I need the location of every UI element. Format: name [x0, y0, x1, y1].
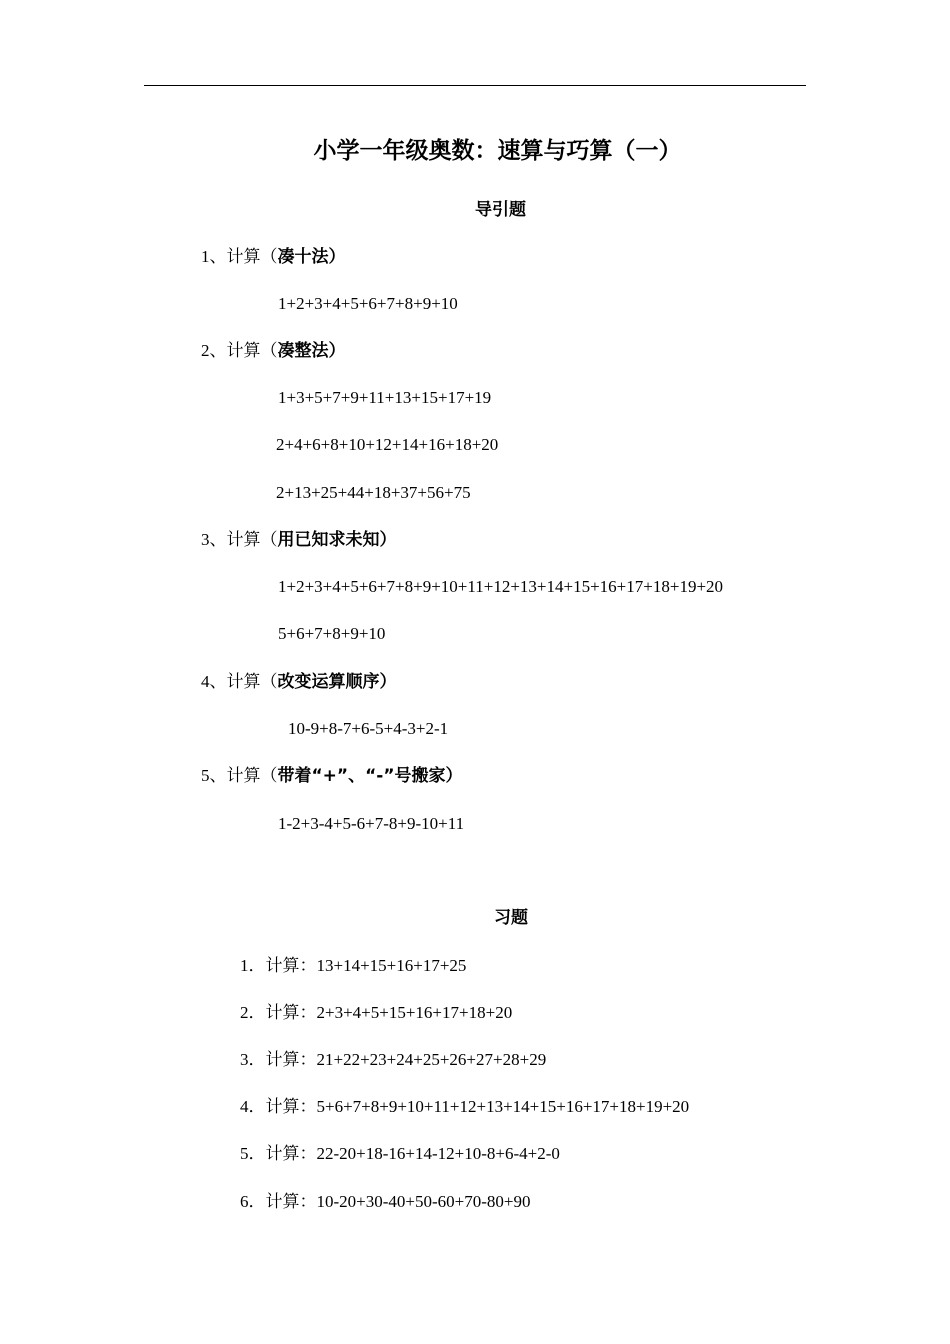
section-heading-exercises: 习题 — [494, 908, 528, 928]
question-1 — [201, 247, 346, 267]
expression: 1+2+3+4+5+6+7+8+9+10 — [278, 294, 458, 313]
method-hint: 凑十法 — [277, 247, 329, 267]
method-hint: 用已知求未知 — [277, 530, 380, 550]
question-label: 1、计算（ — [201, 247, 278, 266]
expression: 1+3+5+7+9+11+13+15+17+19 — [278, 388, 492, 407]
close-paren: ） — [328, 341, 346, 361]
close-paren: ） — [379, 530, 397, 550]
page-title: 小学一年级奥数：速算与巧算（一） — [313, 138, 682, 164]
method-hint: 改变运算顺序 — [277, 672, 380, 692]
question-label: 3、计算（ — [201, 530, 278, 549]
expression: 1+2+3+4+5+6+7+8+9+10+11+12+13+14+15+16+17+18+19+20 — [278, 577, 724, 596]
exercise-item: 2．计算：2+3+4+5+15+16+17+18+20 — [240, 1003, 513, 1022]
question-3 — [201, 530, 397, 550]
exercise-item: 5．计算：22-20+18-16+14-12+10-8+6-4+2-0 — [240, 1144, 560, 1163]
question-2 — [201, 341, 346, 361]
expression: 2+13+25+44+18+37+56+75 — [276, 483, 471, 502]
exercise-item: 6．计算：10-20+30-40+50-60+70-80+90 — [240, 1192, 531, 1211]
question-5 — [201, 766, 463, 786]
close-paren: ） — [379, 672, 397, 692]
question-label: 2、计算（ — [201, 341, 278, 360]
expression: 1-2+3-4+5-6+7-8+9-10+11 — [278, 814, 465, 833]
method-hint: 凑整法 — [277, 341, 329, 361]
expression: 10-9+8-7+6-5+4-3+2-1 — [288, 719, 449, 738]
expression: 2+4+6+8+10+12+14+16+18+20 — [276, 435, 499, 454]
expression: 5+6+7+8+9+10 — [278, 624, 386, 643]
section-heading-intro: 导引题 — [475, 200, 526, 220]
close-paren: ） — [328, 247, 346, 267]
method-hint: 带着“+”、“-”号搬家 — [277, 766, 446, 786]
question-4 — [201, 672, 397, 692]
exercise-item: 1．计算：13+14+15+16+17+25 — [240, 956, 467, 975]
close-paren: ） — [445, 766, 463, 786]
header-rule — [144, 85, 806, 86]
question-label: 5、计算（ — [201, 766, 278, 785]
question-label: 4、计算（ — [201, 672, 278, 691]
exercise-item: 3．计算：21+22+23+24+25+26+27+28+29 — [240, 1050, 547, 1069]
exercise-item: 4．计算：5+6+7+8+9+10+11+12+13+14+15+16+17+18+19+20 — [240, 1097, 690, 1116]
